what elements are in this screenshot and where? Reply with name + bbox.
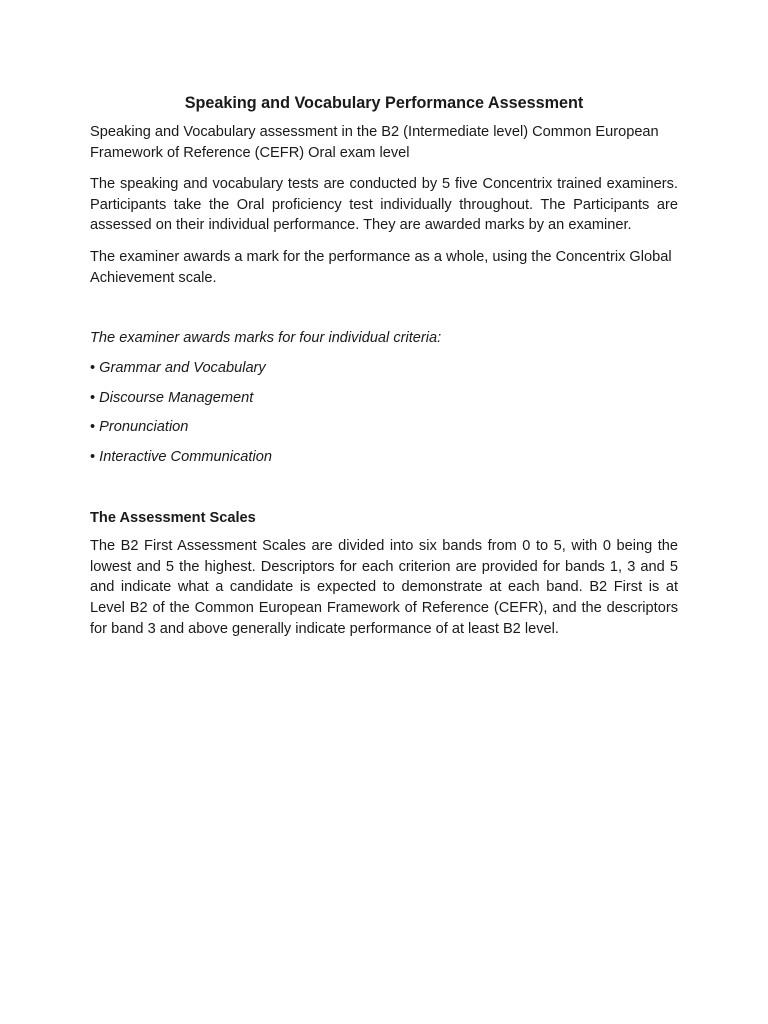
document-title: Speaking and Vocabulary Performance Assessment [184,94,584,112]
bullet-icon: • [90,419,96,436]
intro-paragraph: Speaking and Vocabulary assessment in the B2 (Intermediate level) Common European Framework of Reference (CEFR) Oral exam level [90,124,659,161]
list-item [90,447,678,468]
section-heading: The Assessment Scales [90,509,256,526]
criterion-label: Discourse Management [99,389,254,406]
list-item [90,417,678,438]
list-item [90,358,678,379]
criteria-intro: The examiner awards marks for four individual criteria: [90,330,442,347]
criteria-list [90,358,678,468]
examiners-paragraph: The speaking and vocabulary tests are conducted by 5 five Concentrix trained examiners. Participants take the Oral proficiency test individually throughout. The Participants are assessed on their individual performance. They are awarded marks by an examiner. [90,176,678,234]
criterion-label: Pronunciation [99,419,189,436]
criterion-label: Grammar and Vocabulary [99,359,266,376]
bullet-icon: • [90,389,96,406]
global-scale-paragraph: The examiner awards a mark for the performance as a whole, using the Concentrix Global Achievement scale. [90,248,672,286]
criterion-label: Interactive Communication [99,449,272,466]
list-item [90,388,678,409]
bullet-icon: • [90,449,96,466]
assessment-scales-paragraph: The B2 First Assessment Scales are divided into six bands from 0 to 5, with 0 being the lowest and 5 the highest. Descriptors for each criterion are provided for bands 1, 3 and 5 and indicate what a candidate is expected to demonstrate at each band. B2 First is at Level B2 of the Common European Framework of Reference (CEFR), and the descriptors for band 3 and above generally indicate performance of at least B2 level. [90,538,678,637]
bullet-icon: • [90,359,96,376]
